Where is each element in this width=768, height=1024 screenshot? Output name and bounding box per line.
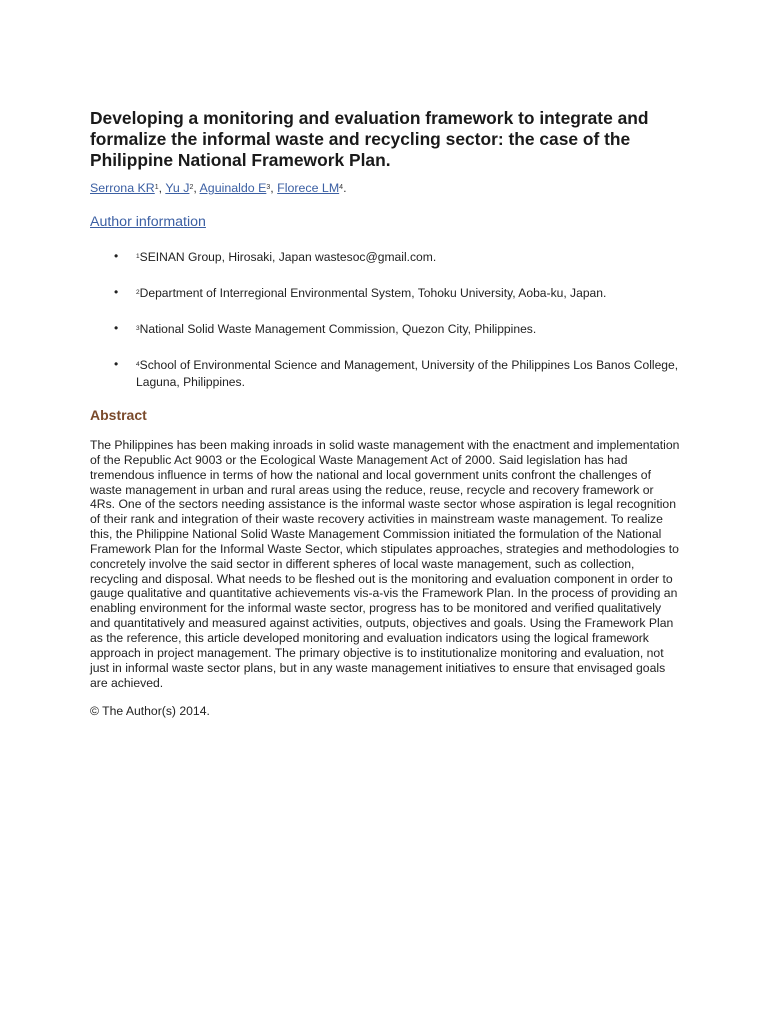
affiliation-text: SEINAN Group, Hirosaki, Japan wastesoc@gmail.com. <box>139 250 437 264</box>
author-information-toggle[interactable]: Author information <box>90 214 206 230</box>
affiliation-sup: 2 <box>136 289 140 296</box>
author-link-florece[interactable]: Florece LM <box>277 181 340 195</box>
affiliation-text: Department of Interregional Environmental System, Tohoku University, Aoba-ku, Japan. <box>139 286 607 300</box>
author-link-serrona[interactable]: Serrona KR <box>90 181 155 195</box>
article-page <box>90 108 690 719</box>
affiliation-item <box>90 284 690 302</box>
abstract-body: The Philippines has been making inroads in solid waste management with the enactment and implementation of the Republic Act 9003 or the Ecological Waste Management Act of 2000. Said legislation has had tremendous influence in terms of how the national and local government units confront the challenges of waste management in urban and rural areas using the reduce, reuse, recycle and recovery framework or 4Rs. One of the sectors needing assistance is the informal waste sector whose aspiration is legal recognition of their rank and integration of their waste recovery activities in mainstream waste management. To realize this, the Philippine National Solid Waste Management Commission initiated the formulation of the National Framework Plan for the Informal Waste Sector, which stipulates approaches, strategies and methodologies to concretely involve the said sector in different spheres of local waste management, such as collection, recycling and disposal. What needs to be fleshed out is the monitoring and evaluation component in order to gauge qualitative and quantitative achievements vis-a-vis the Framework Plan. In the process of providing an enabling environment for the informal waste sector, progress has to be monitored and verified qualitatively and quantitatively and measured against activities, outputs, objectives and goals. Using the Framework Plan as the reference, this article developed monitoring and evaluation indicators using the logical framework approach in project management. The primary objective is to institutionalize monitoring and evaluation, not just in informal waste sector plans, but in any waste management initiatives to ensure that envisaged goals are achieved. <box>90 438 680 690</box>
author-link-yu[interactable]: Yu J <box>165 181 190 195</box>
affiliation-list <box>90 248 690 391</box>
author-sup: 1 <box>154 184 159 191</box>
author-separator: . <box>343 181 347 195</box>
affiliation-text: School of Environmental Science and Management, University of the Philippines Los Banos College, Laguna, Philippines. <box>136 358 679 389</box>
author-separator: , <box>270 181 278 195</box>
bullet-icon: • <box>114 357 119 371</box>
bullet-icon: • <box>114 249 119 263</box>
copyright-notice: © The Author(s) 2014. <box>90 704 210 719</box>
affiliation-sup: 4 <box>136 361 140 368</box>
bullet-icon: • <box>114 285 119 299</box>
affiliation-text: National Solid Waste Management Commission, Quezon City, Philippines. <box>139 322 537 336</box>
affiliation-sup: 1 <box>136 253 140 260</box>
author-separator: , <box>158 181 166 195</box>
affiliation-sup: 3 <box>136 325 140 332</box>
article-title: Developing a monitoring and evaluation framework to integrate and formalize the informal waste and recycling sector: the case of the Philippine National Framework Plan. <box>90 108 649 170</box>
author-sup: 2 <box>189 184 194 191</box>
bullet-icon: • <box>114 321 119 335</box>
author-separator: , <box>193 181 200 195</box>
author-list <box>90 180 690 196</box>
author-sup: 3 <box>266 184 271 191</box>
affiliation-item <box>90 248 690 266</box>
abstract-heading: Abstract <box>90 407 147 423</box>
affiliation-item <box>90 320 690 338</box>
author-link-aguinaldo[interactable]: Aguinaldo E <box>199 181 267 195</box>
affiliation-item <box>90 356 690 391</box>
author-sup: 4 <box>339 184 344 191</box>
